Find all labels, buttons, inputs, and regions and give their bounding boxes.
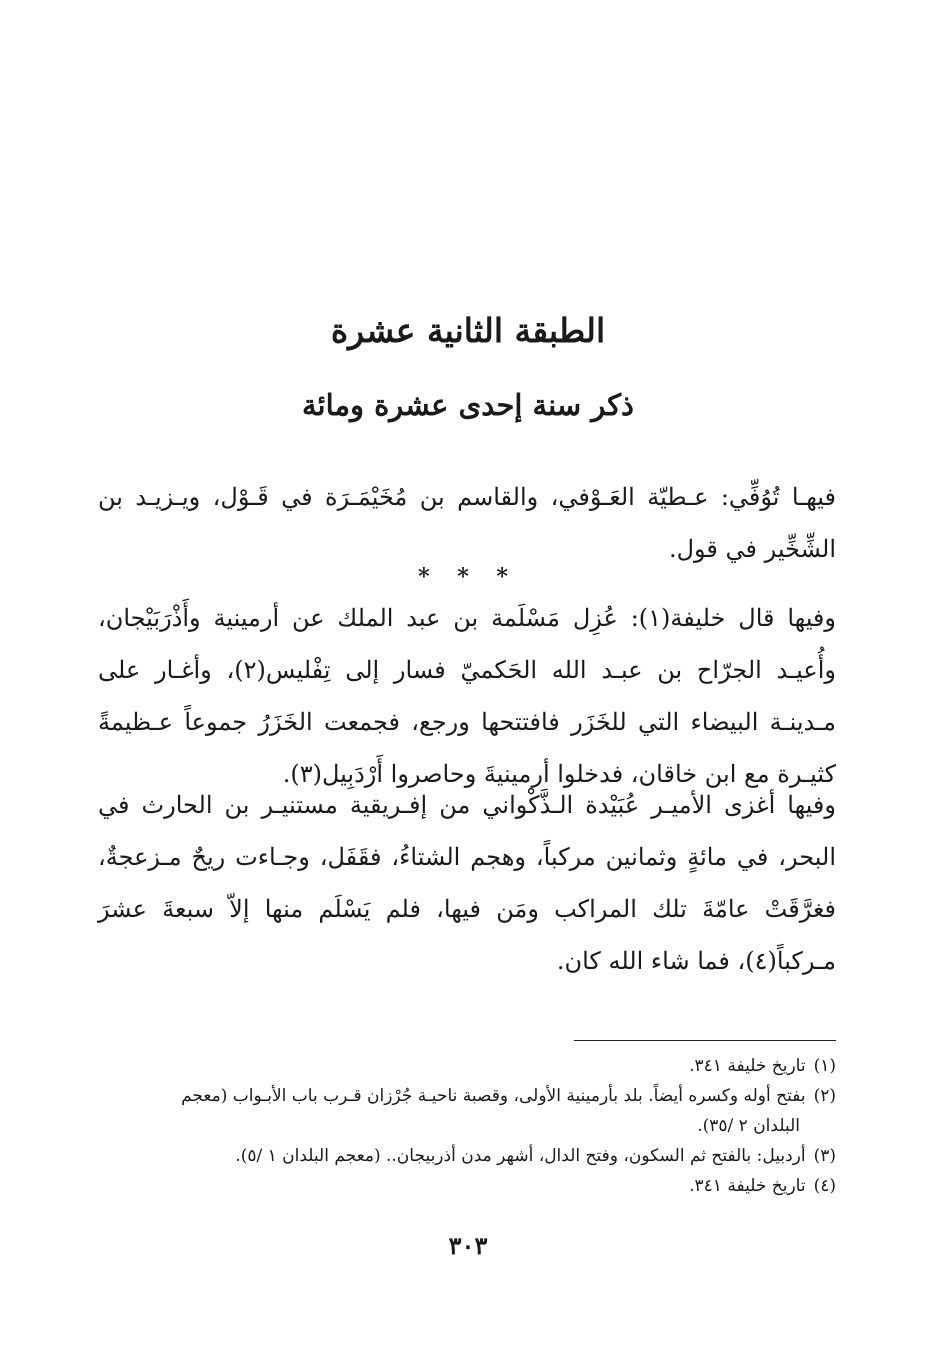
footnote-text: تاريخ خليفة ٣٤١.	[689, 1056, 806, 1076]
paragraph-khalifa: وفيها قال خليفة(١): عُزِل مَسْلَمة بن عبد الملك عن أرمينية وأَذْرَبَيْجان، وأُعيـد الجرّاح بن عبـد الله الحَكميّ فسار إلى تِفْليس(٢)، وأغـار على مـدينـة البيضاء التي للخَزَر فافتتحها ورجع، فجمعت الخَزَرُ جموعاً عـظيمةً كثيـرة مع ابن خاقان، فدخلوا أرمينيةَ وحاصروا أَرْدَبِيل(٣).	[98, 604, 836, 788]
footnote-item	[98, 1141, 836, 1171]
footnote-text: بفتح أوله وكسره أيضاً. بلد بأرمينية الأولى، وقصبة ناحيـة جُرْزان قـرب باب الأبـواب (معجم	[181, 1086, 806, 1106]
footnote-text: تاريخ خليفة ٣٤١.	[689, 1176, 806, 1196]
footnote-text: أردبيل: بالفتح ثم السكون، وفتح الدال، أشهر مدن أذربيجان.. (معجم البلدان ١ /٥).	[235, 1146, 806, 1166]
section-separator: * * *	[418, 564, 518, 590]
footnote-marker: (١)	[813, 1056, 836, 1076]
paragraph-deaths: فيهـا تُوُفِّي: عـطيّة العَـوْفي، والقاسم بن مُخَيْمَـرَة في قَـوْل، ويـزيـد بن الشِّخِّير في قول.	[98, 483, 837, 563]
footnote-text-continuation: البلدان ٢ /٣٥).	[697, 1116, 800, 1136]
footnote-item	[98, 1051, 836, 1081]
paragraph-naval-raid: وفيها أغزى الأميـر عُبَيْدة الـذَّكْواني من إفـريقية مستنيـر بن الحارث في البحر، في مائةٍ وثمانين مركباً، وهجم الشتاءُ، فقَفَل، وجـاءت ريحٌ مـزعجةٌ، فغرَّقَتْ عامّةَ تلك المراكب ومَن فيها، فلم يَسْلَم منها إلاّ سبعةَ عشرَ مـركباً(٤)، فما شاء الله كان.	[98, 791, 837, 975]
footnote-item	[98, 1081, 836, 1141]
footnote-marker: (٢)	[813, 1086, 836, 1106]
section-title: ذكر سنة إحدى عشرة ومائة	[302, 388, 634, 422]
footnote-divider	[574, 1040, 836, 1041]
footnote-marker: (٣)	[813, 1146, 836, 1166]
footnote-item	[98, 1171, 836, 1201]
footnote-marker: (٤)	[813, 1176, 836, 1196]
chapter-title: الطبقة الثانية عشرة	[330, 311, 606, 350]
footnotes-list	[98, 1051, 836, 1201]
page-number: ٣٠٣	[448, 1231, 488, 1260]
